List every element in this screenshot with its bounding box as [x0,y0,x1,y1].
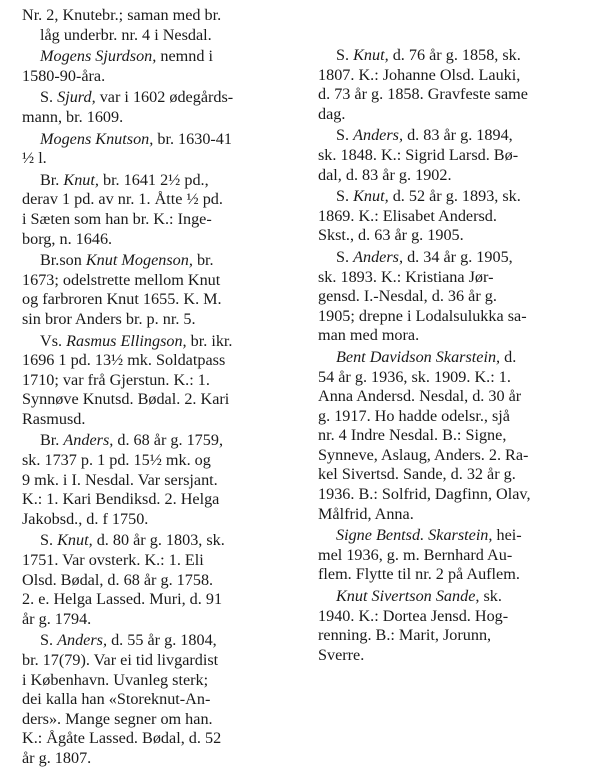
entry-paragraph [22,531,298,629]
italic-name: Signe Bentsd. Skarstein, [336,526,493,545]
text-run: derav 1 pd. av nr. 1. Åtte ½ pd. [22,190,223,209]
italic-name: Mogens Sjurdson, [40,47,157,66]
text-line [318,226,580,246]
text-line [318,126,580,146]
text-line [22,230,298,250]
text-line [22,26,298,46]
text-line [22,431,298,451]
text-run: K.: 1. Kari Bendiksd. 2. Helga [22,490,220,509]
entry-paragraph [22,47,298,86]
text-line [318,368,580,388]
text-run: gensd. I.-Nesdal, d. 36 år g. [318,287,497,306]
text-line [22,690,298,710]
text-run: K.: Ågåte Lassed. Bødal, d. 52 [22,729,222,748]
entry-paragraph [318,126,580,185]
text-line [22,332,298,352]
text-line [22,251,298,271]
text-line [22,6,298,26]
text-run: kel Sivertsd. Sande, d. 32 år g. [318,465,516,484]
text-run: flem. Flytte til nr. 2 på Auflem. [318,565,520,584]
italic-name: Knut, [57,531,93,550]
text-run: sin bror Anders br. p. nr. 5. [22,309,196,328]
text-run: S. [40,88,58,107]
text-run: år g. 1807. [22,748,92,767]
text-line [22,531,298,551]
text-line [318,626,580,646]
text-run: sk. [479,587,502,606]
text-run: sk. 1848. K.: Sigrid Larsd. Bø- [318,145,519,164]
text-run: sk. 1893. K.: Kristiana Jør- [318,267,494,286]
text-line [22,671,298,691]
text-run: Jakobsd., d. f 1750. [22,509,149,528]
text-run: 1940. K.: Dortea Jensd. Hog- [318,606,509,625]
italic-name: Knut Mogenson, [85,251,193,270]
text-line [22,490,298,510]
text-run: d. 52 år g. 1893, sk. [388,187,521,206]
text-run: låg underbr. nr. 4 i Nesdal. [40,25,212,44]
text-line [318,268,580,288]
text-line [318,465,580,485]
text-line [22,67,298,87]
text-run: Sverre. [318,645,365,664]
text-run: d. [500,347,517,366]
text-run: S. [336,126,354,145]
text-line [318,66,580,86]
text-line [22,610,298,630]
italic-name: Mogens Knutson, [40,129,154,148]
entry-paragraph [22,6,298,45]
text-run: Rasmusd. [22,409,86,428]
text-line [22,451,298,471]
text-run: 1580-90-åra. [22,66,106,85]
text-line [318,326,580,346]
text-run: 1869. K.: Elisabet Andersd. [318,206,497,225]
text-run: d. 34 år g. 1905, [403,247,513,266]
text-line [22,390,298,410]
text-run: Synnøve Knutsd. Bødal. 2. Kari [22,390,230,409]
text-run: mann, br. 1609. [22,107,124,126]
text-run: i Sæten som han br. K.: Inge- [22,209,212,228]
text-run: i København. Uvanleg sterk; [22,670,209,689]
text-run: dei kalla han «Storeknut-An- [22,690,211,709]
text-line [318,105,580,125]
text-line [22,190,298,210]
text-run: S. [40,531,58,550]
text-line [318,446,580,466]
text-run: Br. [40,170,64,189]
text-run: 1807. K.: Johanne Olsd. Lauki, [318,65,521,84]
text-run: år g. 1794. [22,609,92,628]
italic-name: Anders, [353,247,404,266]
text-line [22,471,298,491]
text-line [318,407,580,427]
text-run: Olsd. Bødal, d. 68 år g. 1758. [22,570,214,589]
text-run: man med mora. [318,326,420,345]
text-run: borg, n. 1646. [22,229,113,248]
text-line [318,187,580,207]
text-line [318,387,580,407]
text-run: S. [336,247,354,266]
text-line [22,88,298,108]
text-run: Nr. 2, Knutebr.; saman med br. [22,6,222,24]
text-run: ders». Mange segner om han. [22,709,213,728]
italic-name: Anders, [353,126,404,145]
text-run: 54 år g. 1936, sk. 1909. K.: 1. [318,367,511,386]
text-line [318,546,580,566]
text-run: Br.son [40,251,86,270]
text-run: d. 68 år g. 1759, [113,431,223,450]
text-line [318,146,580,166]
italic-name: Bent Davidson Skarstein, [336,347,501,366]
text-line [22,47,298,67]
italic-name: Knut, [63,170,99,189]
text-line [318,426,580,446]
text-run: dag. [318,104,346,123]
text-run: 9 mk. i I. Nesdal. Var sersjant. [22,470,218,489]
text-run: 1696 1 pd. 13½ mk. Soldatpass [22,351,226,370]
entry-paragraph [22,130,298,169]
entry-paragraph [22,171,298,249]
text-line [318,85,580,105]
text-run: og farbroren Knut 1655. K. M. [22,290,222,309]
text-run: 1905; drepne i Lodalsulukka sa- [318,306,527,325]
entry-paragraph [22,431,298,529]
text-line [22,171,298,191]
text-line [22,651,298,671]
italic-name: Knut Sivertson Sande, [336,587,480,606]
entry-paragraph [318,187,580,246]
text-run: br. ikr. [186,331,233,350]
entry-paragraph [318,587,580,665]
text-line [22,631,298,651]
text-run: renning. B.: Marit, Jorunn, [318,626,492,645]
text-line [22,729,298,749]
text-line [22,571,298,591]
text-line [22,710,298,730]
text-line [22,108,298,128]
text-line [318,207,580,227]
text-line [22,510,298,530]
text-line [22,271,298,291]
text-run: g. 1917. Ho hadde odelsr., sjå [318,406,510,425]
text-line [318,248,580,268]
text-line [22,351,298,371]
text-line [318,526,580,546]
text-run: 1936. B.: Solfrid, Dagfinn, Olav, [318,485,531,504]
text-run: br. [192,251,214,270]
text-run: 1710; var frå Gjerstun. K.: 1. [22,370,210,389]
right-column [318,46,580,667]
text-run: Synneve, Aslaug, Anders. 2. Ra- [318,445,529,464]
entry-paragraph [22,332,298,430]
text-run: d. 55 år g. 1804, [107,631,217,650]
text-run: br. 1630-41 [153,129,232,148]
italic-name: Anders, [63,431,114,450]
text-line [318,565,580,585]
text-line [22,749,298,769]
entry-paragraph [318,526,580,585]
text-run: d. 73 år g. 1858. Gravfeste same [318,85,528,104]
text-run: var i 1602 ødegårds- [95,88,234,107]
text-run: sk. 1737 p. 1 pd. 15½ mk. og [22,451,211,470]
italic-name: Rasmus Ellingson, [66,331,187,350]
italic-name: Knut, [353,46,389,64]
italic-name: Knut, [353,187,389,206]
text-line [318,166,580,186]
entry-paragraph [22,88,298,127]
text-run: ½ l. [22,149,47,168]
entry-paragraph [318,348,580,524]
text-run: Målfrid, Anna. [318,504,414,523]
italic-name: Sjurd, [57,88,96,107]
text-line [22,310,298,330]
text-run: 1673; odelstrette mellom Knut [22,270,221,289]
text-run: hei- [492,526,522,545]
text-run: S. [40,631,58,650]
text-line [22,551,298,571]
text-line [318,587,580,607]
text-line [22,371,298,391]
text-run: dal, d. 83 år g. 1902. [318,165,452,184]
text-run: S. [336,46,354,64]
text-line [318,307,580,327]
text-run: mel 1936, g. m. Bernhard Au- [318,545,513,564]
text-line [318,607,580,627]
text-line [22,290,298,310]
text-run: 2. e. Helga Lassed. Muri, d. 91 [22,590,223,609]
text-run: d. 76 år g. 1858, sk. [388,46,521,64]
text-run: br. 17(79). Var ei tid livgardist [22,651,219,669]
text-line [318,46,580,66]
text-run: Br. [40,431,64,450]
text-line [318,348,580,368]
text-line [318,505,580,525]
text-line [22,149,298,169]
text-run: Skst., d. 63 år g. 1905. [318,226,464,245]
text-line [22,210,298,230]
text-run: S. [336,187,354,206]
text-line [318,646,580,666]
text-run: d. 80 år g. 1803, sk. [92,531,225,550]
entry-paragraph [318,248,580,346]
text-line [22,410,298,430]
text-run: d. 83 år g. 1894, [403,126,513,145]
text-run: nr. 4 Indre Nesdal. B.: Signe, [318,426,507,445]
text-run: Anna Andersd. Nesdal, d. 30 år [318,387,522,406]
text-line [318,485,580,505]
text-run: 1751. Var ovsterk. K.: 1. Eli [22,551,204,570]
entry-paragraph [318,46,580,124]
left-column [22,6,298,771]
text-line [318,287,580,307]
italic-name: Anders, [57,631,108,650]
text-line [22,590,298,610]
text-run: br. 1641 2½ pd., [98,170,209,189]
text-run: Vs. [40,331,67,350]
text-line [22,130,298,150]
entry-paragraph [22,631,298,768]
text-run: nemnd i [156,47,213,66]
entry-paragraph [22,251,298,329]
